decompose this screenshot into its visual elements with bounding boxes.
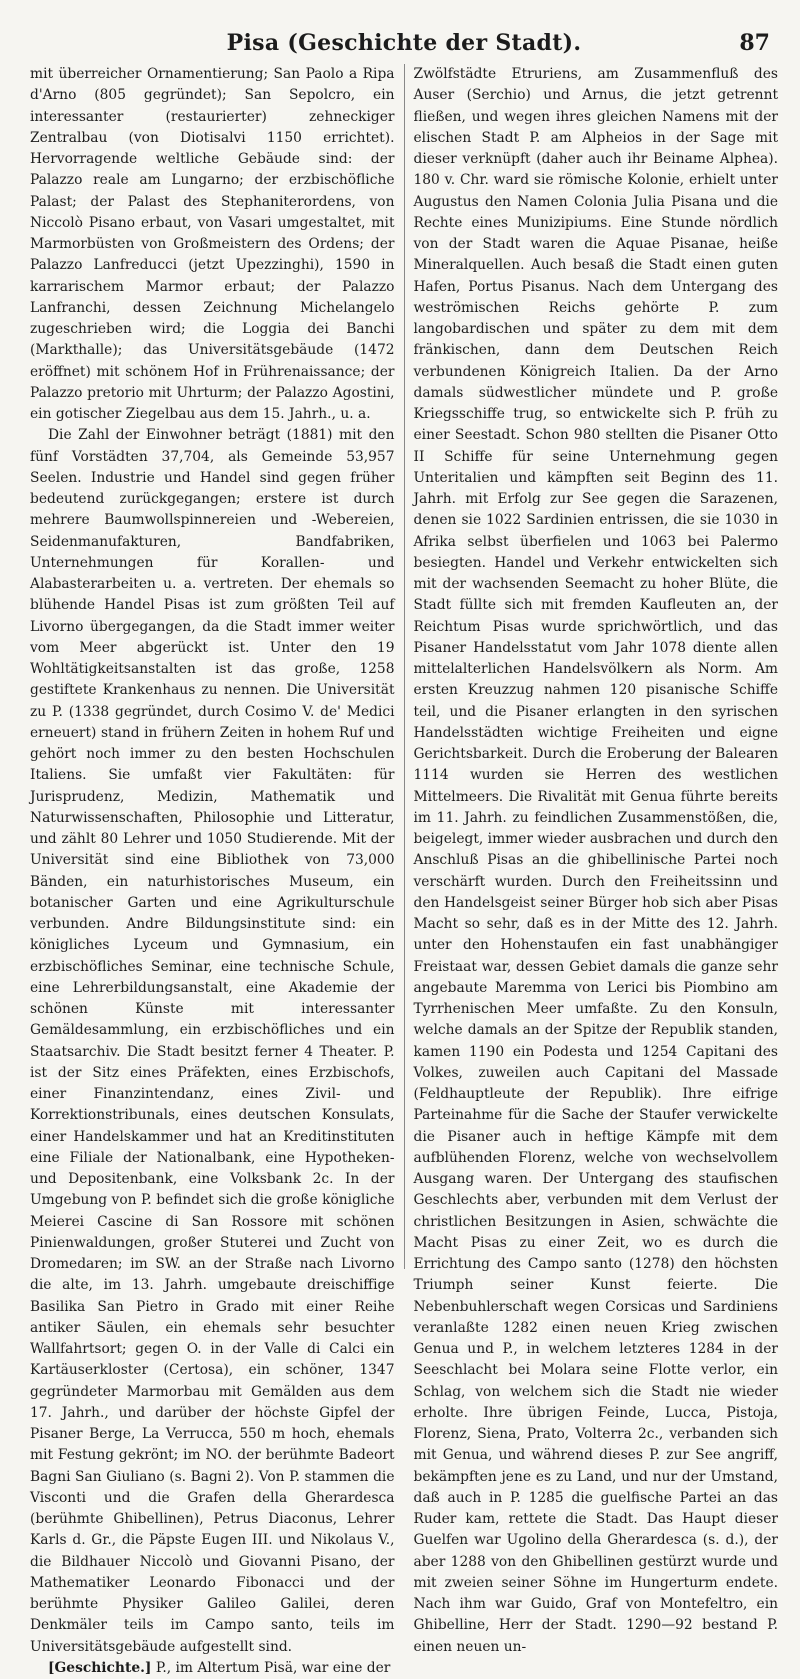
paragraph-history-start bbox=[30, 1658, 395, 1679]
left-column bbox=[30, 64, 404, 1676]
text-columns bbox=[30, 64, 778, 1676]
paragraph-architecture: mit überreicher Ornamentierung; San Paolo a Ripa d'Arno (805 gegründet); San Sepolcro, ein interessanter (restaurierter) zehneckiger Zentralbau (von Diotisalvi 1150 errichtet). Hervorragende weltliche Gebäude sind: der Palazzo reale am Lungarno; der erzbischöfliche Palast; der Palast des Stephaniterordens, von Niccolò Pisano erbaut, von Vasari umgestaltet, mit Marmorbüsten von Großmeistern des Ordens; der Palazzo Lanfreducci (jetzt Upezzinghi), 1590 in karrarischem Marmor erbaut; der Palazzo Lanfranchi, dessen Zeichnung Michelangelo zugeschrieben wird; die Loggia dei Banchi (Markthalle); das Universitätsgebäude (1472 eröffnet) mit schönem Hof in Frührenaissance; der Palazzo pretorio mit Uhrturm; der Palazzo Agostini, ein gotischer Ziegelbau aus dem 15. Jahrh., u. a. bbox=[30, 66, 395, 422]
history-intro-text: P., im Altertum Pisä, war eine der bbox=[151, 1659, 391, 1676]
right-column bbox=[404, 64, 779, 1655]
paragraph-population: Die Zahl der Einwohner beträgt (1881) mit den fünf Vorstädten 37,704, als Gemeinde 53,957 Seelen. Industrie und Handel sind gegen früher bedeutend zurückgegangen; erstere ist durch mehrere Baumwollspinnereien und -Webereien, Seidenmanufakturen, Bandfabriken, Unternehmungen für Korallen- und Alabasterarbeiten u. a. vertreten. Der ehemals so blühende Handel Pisas ist zum größten Teil auf Livorno übergegangen, da die Stadt immer weiter vom Meer abgerückt ist. Unter den 19 Wohltätigkeitsanstalten ist das große, 1258 gestiftete Krankenhaus zu nennen. Die Universität zu P. (1338 gegründet, durch Cosimo V. de' Medici erneuert) stand in frühern Zeiten in hohem Ruf und gehört noch immer zu den besten Hochschulen Italiens. Sie umfaßt vier Fakultäten: für Jurisprudenz, Medizin, Mathematik und Naturwissenschaften, Philosophie und Litteratur, und zählt 80 Lehrer und 1050 Studierende. Mit der Universität sind eine Bibliothek von 73,000 Bänden, ein naturhistorisches Museum, ein botanischer Garten und eine Agrikulturschule verbunden. Andre Bildungsinstitute sind: ein königliches Lyceum und Gymnasium, ein erzbischöfliches Seminar, eine technische Schule, eine Lehrerbildungsanstalt, eine Akademie der schönen Künste mit interessanter Gemäldesammlung, ein erzbischöfliches und ein Staatsarchiv. Die Stadt besitzt ferner 4 Theater. P. ist der Sitz eines Präfekten, eines Erzbischofs, einer Finanzintendanz, eines Zivil- und Korrektionstribunals, eines deutschen Konsulats, einer Handelskammer und hat an Kreditinstituten eine Filiale der Nationalbank, eine Hypotheken- und Depositenbank, eine Volksbank 2c. In der Umgebung von P. befindet sich die große königliche Meierei Cascine di San Rossore mit schönen Pinienwaldungen, großer Stuterei und Zucht von Dromedaren; im SW. an der Straße nach Livorno die alte, im 13. Jahrh. umgebaute dreischiffige Basilika San Pietro in Grado mit einer Reihe antiker Säulen, ein ehemals sehr besuchter Wallfahrtsort; gegen O. in der Valle di Calci ein Kartäuserkloster (Certosa), ein schöner, 1347 gegründeter Marmorbau mit Gemälden aus dem 17. Jahrh., und darüber der höchste Gipfel der Pisaner Berge, La Verrucca, 550 m hoch, ehemals mit Festung gekrönt; im NO. der berühmte Badeort Bagni San Giuliano (s. Bagni 2). Von P. stammen die Visconti und die Grafen della Gherardesca (berühmte Ghibellinen), Petrus Diaconus, Lehrer Karls d. Gr., die Päpste Eugen III. und Nikolaus V., die Bildhauer Niccolò und Giovanni Pisano, der Mathematiker Leonardo Fibonacci und der berühmte Physiker Galileo Galilei, deren Denkmäler teils im Campo santo, teils im Universitätsgebäude aufgestellt sind. bbox=[30, 427, 395, 1655]
section-label-geschichte: [Geschichte.] bbox=[48, 1659, 152, 1676]
paragraph-history: Zwölfstädte Etruriens, am Zusammenfluß des Auser (Serchio) und Arnus, die jetzt getrennt fließen, und wegen ihres gleichen Namens mit der elischen Stadt P. am Alpheios in der Sage mit dieser verknüpft (daher auch ihr Beiname Alphea). 180 v. Chr. ward sie römische Kolonie, erhielt unter Augustus den Namen Colonia Julia Pisana und die Rechte eines Munizipiums. Eine Stunde nördlich von der Stadt waren die Aquae Pisanae, heiße Mineralquellen. Auch besaß die Stadt einen guten Hafen, Portus Pisanus. Nach dem Untergang des weströmischen Reichs gehörte P. zum langobardischen und später zu dem mit dem fränkischen, dann dem Deutschen Reich verbundenen Königreich Italien. Da der Arno damals südwestlicher mündete und P. große Kriegsschiffe trug, so entwickelte sich P. früh zu einer Seestadt. Schon 980 stellten die Pisaner Otto II Schiffe für seine Unternehmung gegen Unteritalien und kämpften seit Beginn des 11. Jahrh. mit Erfolg zur See gegen die Sarazenen, denen sie 1022 Sardinien entrissen, die sie 1030 in Afrika selbst überfielen und 1063 bei Palermo besiegten. Handel und Verkehr entwickelten sich mit der wachsenden Seemacht zu hoher Blüte, die Stadt füllte sich mit fremden Kaufleuten an, der Reichtum Pisas wurde sprichwörtlich, und das Pisaner Handelsstatut vom Jahr 1078 diente allen mittelalterlichen Handelsvölkern als Norm. Am ersten Kreuzzug nahmen 120 pisanische Schiffe teil, und die Pisaner erlangten in den syrischen Handelsstädten wichtige Freiheiten und eigne Gerichtsbarkeit. Durch die Eroberung der Balearen 1114 wurden sie Herren des westlichen Mittelmeers. Die Rivalität mit Genua führte bereits im 11. Jahrh. zu feindlichen Zusammenstößen, die, beigelegt, immer wieder ausbrachen und durch den Anschluß Pisas an die ghibellinische Partei noch verschärft wurden. Durch den Freiheitssinn und den Handelsgeist seiner Bürger hob sich aber Pisas Macht so sehr, daß es in der Mitte des 12. Jahrh. unter den Hohenstaufen ein fast unabhängiger Freistaat war, dessen Gebiet damals die ganze sehr angebaute Maremma von Lerici bis Piombino am Tyrrhenischen Meer umfaßte. Zu den Konsuln, welche damals an der Spitze der Republik standen, kamen 1190 ein Podesta und 1254 Capitani des Volkes, zuweilen auch Capitani del Massade (Feldhauptleute der Republik). Ihre eifrige Parteinahme für die Sache der Staufer verwickelte die Pisaner auch in heftige Kämpfe mit dem aufblühenden Florenz, welche von wechselvollem Ausgang waren. Der Untergang des staufischen Geschlechts aber, verbunden mit dem Verlust der christlichen Besitzungen in Asien, schwächte die Macht Pisas zu einer Zeit, wo es durch die Errichtung des Campo santo (1278) den höchsten Triumph seiner Kunst feierte. Die Nebenbuhlerschaft wegen Corsicas und Sardiniens veranlaßte 1282 einen neuen Krieg zwischen Genua und P., in welchem letzteres 1284 in der Seeschlacht bei Molara seine Flotte verlor, ein Schlag, von welchem sich die Stadt nie wieder erholte. Ihre übrigen Feinde, Lucca, Pistoja, Florenz, Siena, Prato, Volterra 2c., verbanden sich mit Genua, und während dieses P. zur See angriff, bekämpften jene es zu Land, und nur der Umstand, daß auch in P. 1285 die guelfische Partei an das Ruder kam, rettete die Stadt. Das Haupt dieser Guelfen war Ugolino della Gherardesca (s. d.), der aber 1288 von den Ghibellinen gestürzt wurde und mit zweien seiner Söhne im Hungerturm endete. Nach ihm war Guido, Graf von Montefeltro, ein Ghibelline, Herr der Stadt. 1290—92 bestand P. einen neuen un- bbox=[413, 66, 778, 1655]
running-head bbox=[30, 24, 778, 64]
page-title: Pisa (Geschichte der Stadt). bbox=[226, 30, 582, 56]
page-number: 87 bbox=[739, 30, 770, 56]
